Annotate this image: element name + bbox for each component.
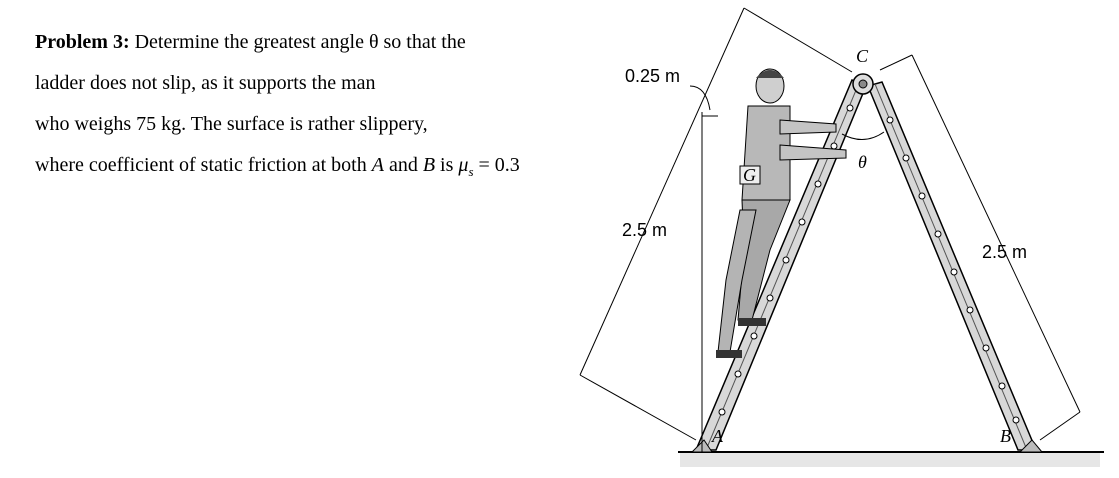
left-dim-line (580, 8, 744, 375)
point-b-symbol: B (422, 154, 436, 176)
problem-line-2: ladder does not slip, as it supports the man (35, 72, 376, 94)
left-dim-ext-bottom (580, 375, 696, 440)
label-offset: 0.25 m (625, 66, 681, 86)
label-g: G (743, 165, 756, 185)
left-dim-ext-top (744, 8, 852, 72)
and-text: and (383, 154, 423, 176)
hinge-c (853, 74, 873, 94)
problem-text-1: Determine the greatest angle θ so that the (134, 31, 466, 53)
label-left-length: 2.5 m (622, 220, 668, 240)
problem-statement (35, 22, 615, 192)
theta-arc (842, 132, 884, 140)
mu-symbol: μ (458, 154, 469, 176)
mu-value: = 0.3 (473, 154, 520, 176)
problem-text-4a: where coefficient of static friction at both (35, 154, 372, 176)
label-c: C (856, 46, 869, 66)
label-right-length: 2.5 m (982, 242, 1028, 262)
ground-hatch (680, 453, 1100, 467)
man-figure (716, 69, 846, 358)
ladder-figure (560, 0, 1119, 478)
right-dim-ext-bottom (1040, 412, 1080, 440)
problem-line-3: who weighs 75 kg. The surface is rather slippery, (35, 113, 428, 135)
is-text: is (435, 154, 459, 176)
right-dim-ext-top (880, 55, 912, 70)
label-theta: θ (858, 152, 867, 172)
label-b: B (1000, 426, 1011, 446)
point-a-symbol: A (371, 154, 384, 176)
problem-line-4 (35, 145, 615, 192)
problem-heading: Problem 3: (35, 31, 130, 53)
mu-subscript: s (468, 164, 474, 179)
label-a: A (712, 426, 723, 446)
problem-line-1 (35, 22, 615, 63)
